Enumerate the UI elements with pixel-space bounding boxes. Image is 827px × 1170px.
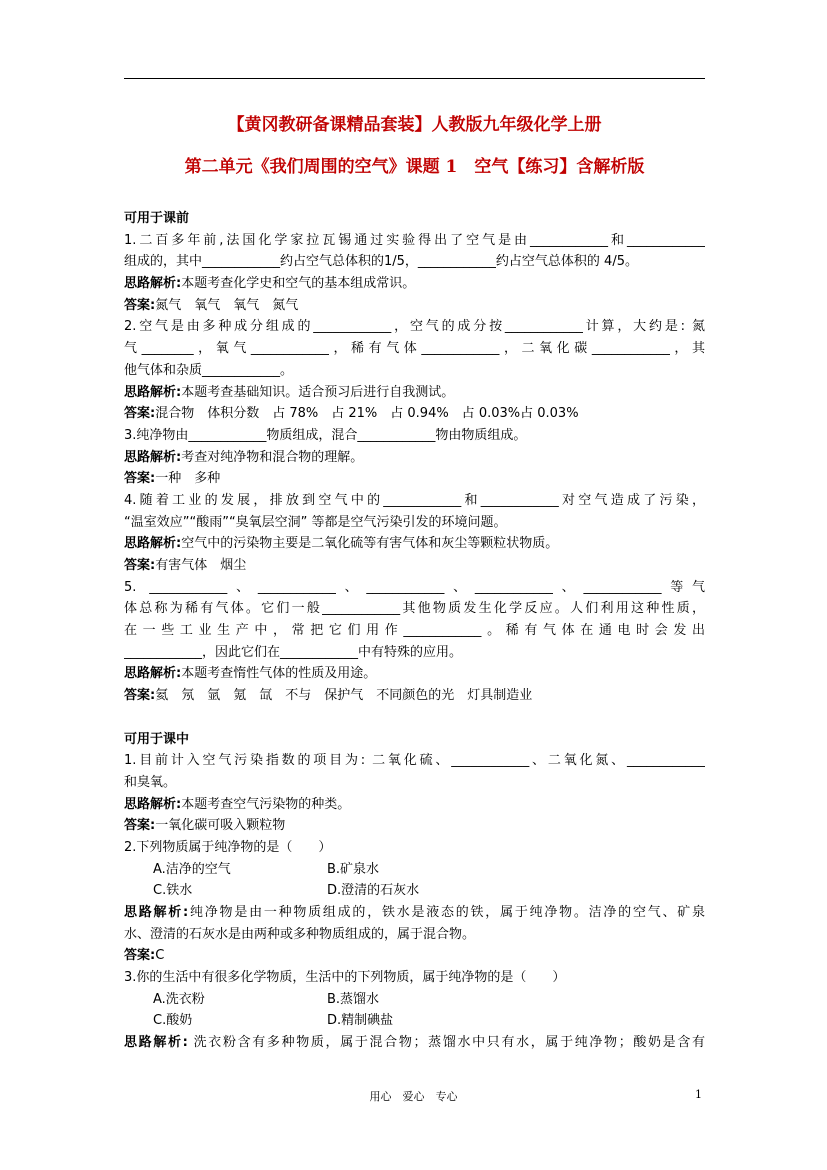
choice-option: B.矿泉水	[327, 861, 380, 877]
section-heading	[124, 208, 705, 230]
document-title: 【黄冈教研备课精品套装】人教版九年级化学上册	[227, 115, 602, 135]
line-text: 2.空气是由多种成分组成的____________，空气的成分按____________计算，大约是: 氮	[124, 319, 705, 335]
line-text: 4.随着工业的发展，排放到空气中的____________和____________对空气造成了污染，	[124, 492, 705, 508]
text-line	[124, 230, 705, 252]
line-label: 思路解析:	[124, 384, 182, 400]
answer-line	[124, 382, 705, 404]
line-label: 思路解析:	[124, 796, 182, 812]
text-line	[124, 967, 705, 989]
answer-line	[124, 555, 705, 577]
option-row	[124, 1010, 705, 1032]
line-text: 2.下列物质属于纯净物的是（ ）	[124, 839, 332, 855]
line-text: ____________，因此它们在____________中有特殊的应用。	[124, 644, 463, 660]
line-text: 一氧化碳可吸入颗粒物	[155, 818, 286, 834]
answer-line	[124, 902, 705, 924]
line-label: 思路解析:	[124, 1035, 188, 1051]
text-line	[124, 577, 705, 599]
line-text: C	[155, 948, 165, 964]
answer-line	[124, 794, 705, 816]
line-label: 思路解析:	[124, 449, 182, 465]
text-line	[124, 598, 705, 620]
line-text: 他气体和杂质____________。	[124, 362, 294, 378]
answer-line	[124, 295, 705, 317]
option-row	[124, 989, 705, 1011]
choice-option: A.洁净的空气	[153, 861, 231, 877]
line-text: 3.纯净物由____________物质组成，混合____________物由物质组成。	[124, 427, 527, 443]
choice-option: A.洗衣粉	[153, 991, 205, 1007]
line-text: 空气中的污染物主要是二氧化硫等有害气体和灰尘等颗粒状物质。	[181, 536, 559, 552]
line-text: 有害气体 烟尘	[155, 558, 247, 573]
answer-line	[124, 685, 705, 707]
line-text: 氮气 氧气 氧气 氮气	[155, 297, 299, 313]
line-text: 氦 氖 氩 氪 氙 不与 保护气 不同颜色的光 灯具制造业	[155, 688, 533, 704]
answer-line	[124, 468, 705, 490]
line-text: “温室效应”“酸雨”“臭氧层空洞” 等都是空气污染引发的环境问题。	[124, 514, 507, 530]
line-label: 答案:	[124, 558, 156, 573]
line-text: 体总称为稀有气体。它们一般____________其他物质发生化学反应。人们利用这种性质，	[124, 601, 705, 617]
answer-line	[124, 403, 705, 425]
text-line	[124, 316, 705, 338]
line-label: 答案:	[124, 297, 156, 313]
section-gap	[124, 707, 705, 729]
line-label: 答案:	[124, 406, 156, 422]
choice-option: B.蒸馏水	[327, 991, 380, 1007]
choice-option: D.澄清的石灰水	[327, 883, 420, 899]
text-line	[124, 360, 705, 382]
line-text: 气________，氧气____________，稀有气体____________，二氧化碳____________，其	[124, 341, 705, 357]
line-label: 答案:	[124, 948, 156, 964]
exercise-content	[124, 208, 705, 1054]
line-text: 考查对纯净物和混合物的理解。	[181, 449, 364, 465]
line-text: 本题考查惰性气体的性质及用途。	[181, 666, 377, 682]
choice-option: D.精制碘盐	[327, 1013, 394, 1029]
answer-line	[124, 815, 705, 837]
answer-line	[124, 273, 705, 295]
text-line	[124, 490, 705, 512]
answer-line	[124, 1032, 705, 1054]
line-label: 答案:	[124, 818, 156, 834]
line-label: 答案:	[124, 471, 156, 487]
line-text: 本题考查化学史和空气的基本组成常识。	[181, 276, 416, 292]
answer-line	[124, 663, 705, 685]
text-line	[124, 642, 705, 664]
line-text: 本题考查空气污染物的种类。	[181, 796, 351, 812]
choice-option: C.酸奶	[153, 1013, 193, 1029]
text-line	[124, 620, 705, 642]
footer-motto: 用心 爱心 专心	[369, 1090, 458, 1103]
line-text: 5. ____________、____________、____________、____________、____________等气	[124, 579, 705, 595]
line-text: 纯净物是由一种物质组成的，铁水是液态的铁，属于纯净物。洁净的空气、矿泉	[188, 905, 705, 920]
text-line	[124, 338, 705, 360]
line-text: 混合物 体积分数 占 78% 占 21% 占 0.94% 占 0.03%占 0.03%	[155, 406, 579, 422]
text-line	[124, 772, 705, 794]
line-text: 1.目前计入空气污染指数的项目为: 二氧化硫、____________、二氧化氮、____________	[124, 753, 705, 769]
line-text: 在一些工业生产中，常把它们用作____________。稀有气体在通电时会发出	[124, 623, 705, 639]
text-line	[124, 750, 705, 772]
line-text: 本题考查基础知识。适合预习后进行自我测试。	[181, 384, 455, 400]
choice-option: C.铁水	[153, 883, 193, 899]
line-text: 水、澄清的石灰水是由两种或多种物质组成的，属于混合物。	[124, 926, 476, 942]
line-text: 洗衣粉含有多种物质，属于混合物；蒸馏水中只有水，属于纯净物；酸奶是含有	[187, 1035, 705, 1051]
section-heading	[124, 729, 705, 751]
answer-line	[124, 447, 705, 469]
text-line	[124, 924, 705, 946]
answer-line	[124, 533, 705, 555]
line-text: 3.你的生活中有很多化学物质，生活中的下列物质，属于纯净物的是（ ）	[124, 970, 566, 986]
text-line	[124, 425, 705, 447]
option-row	[124, 859, 705, 881]
line-text: 和臭氧。	[124, 774, 177, 790]
text-line	[124, 837, 705, 859]
line-text: 组成的，其中____________约占空气总体积的1/5，____________约占空气总体积的 4/5。	[124, 254, 638, 270]
text-line	[124, 251, 705, 273]
line-label: 思路解析:	[124, 666, 182, 682]
page-number: 1	[695, 1088, 702, 1101]
line-label: 思路解析:	[124, 276, 182, 292]
option-row	[124, 880, 705, 902]
line-label: 答案:	[124, 688, 156, 704]
document-subtitle: 第二单元《我们周围的空气》课题 1 空气【练习】含解析版	[184, 157, 645, 177]
text-line	[124, 512, 705, 534]
line-label: 思路解析:	[124, 536, 182, 552]
line-text: 一种 多种	[155, 471, 221, 487]
header-rule	[124, 78, 705, 79]
line-text: 可用于课中	[124, 731, 190, 747]
answer-line	[124, 945, 705, 967]
line-text: 1.二百多年前,法国化学家拉瓦锡通过实验得出了空气是由____________和____________	[124, 232, 705, 248]
line-label: 思路解析:	[124, 905, 189, 920]
line-text: 可用于课前	[124, 211, 190, 226]
